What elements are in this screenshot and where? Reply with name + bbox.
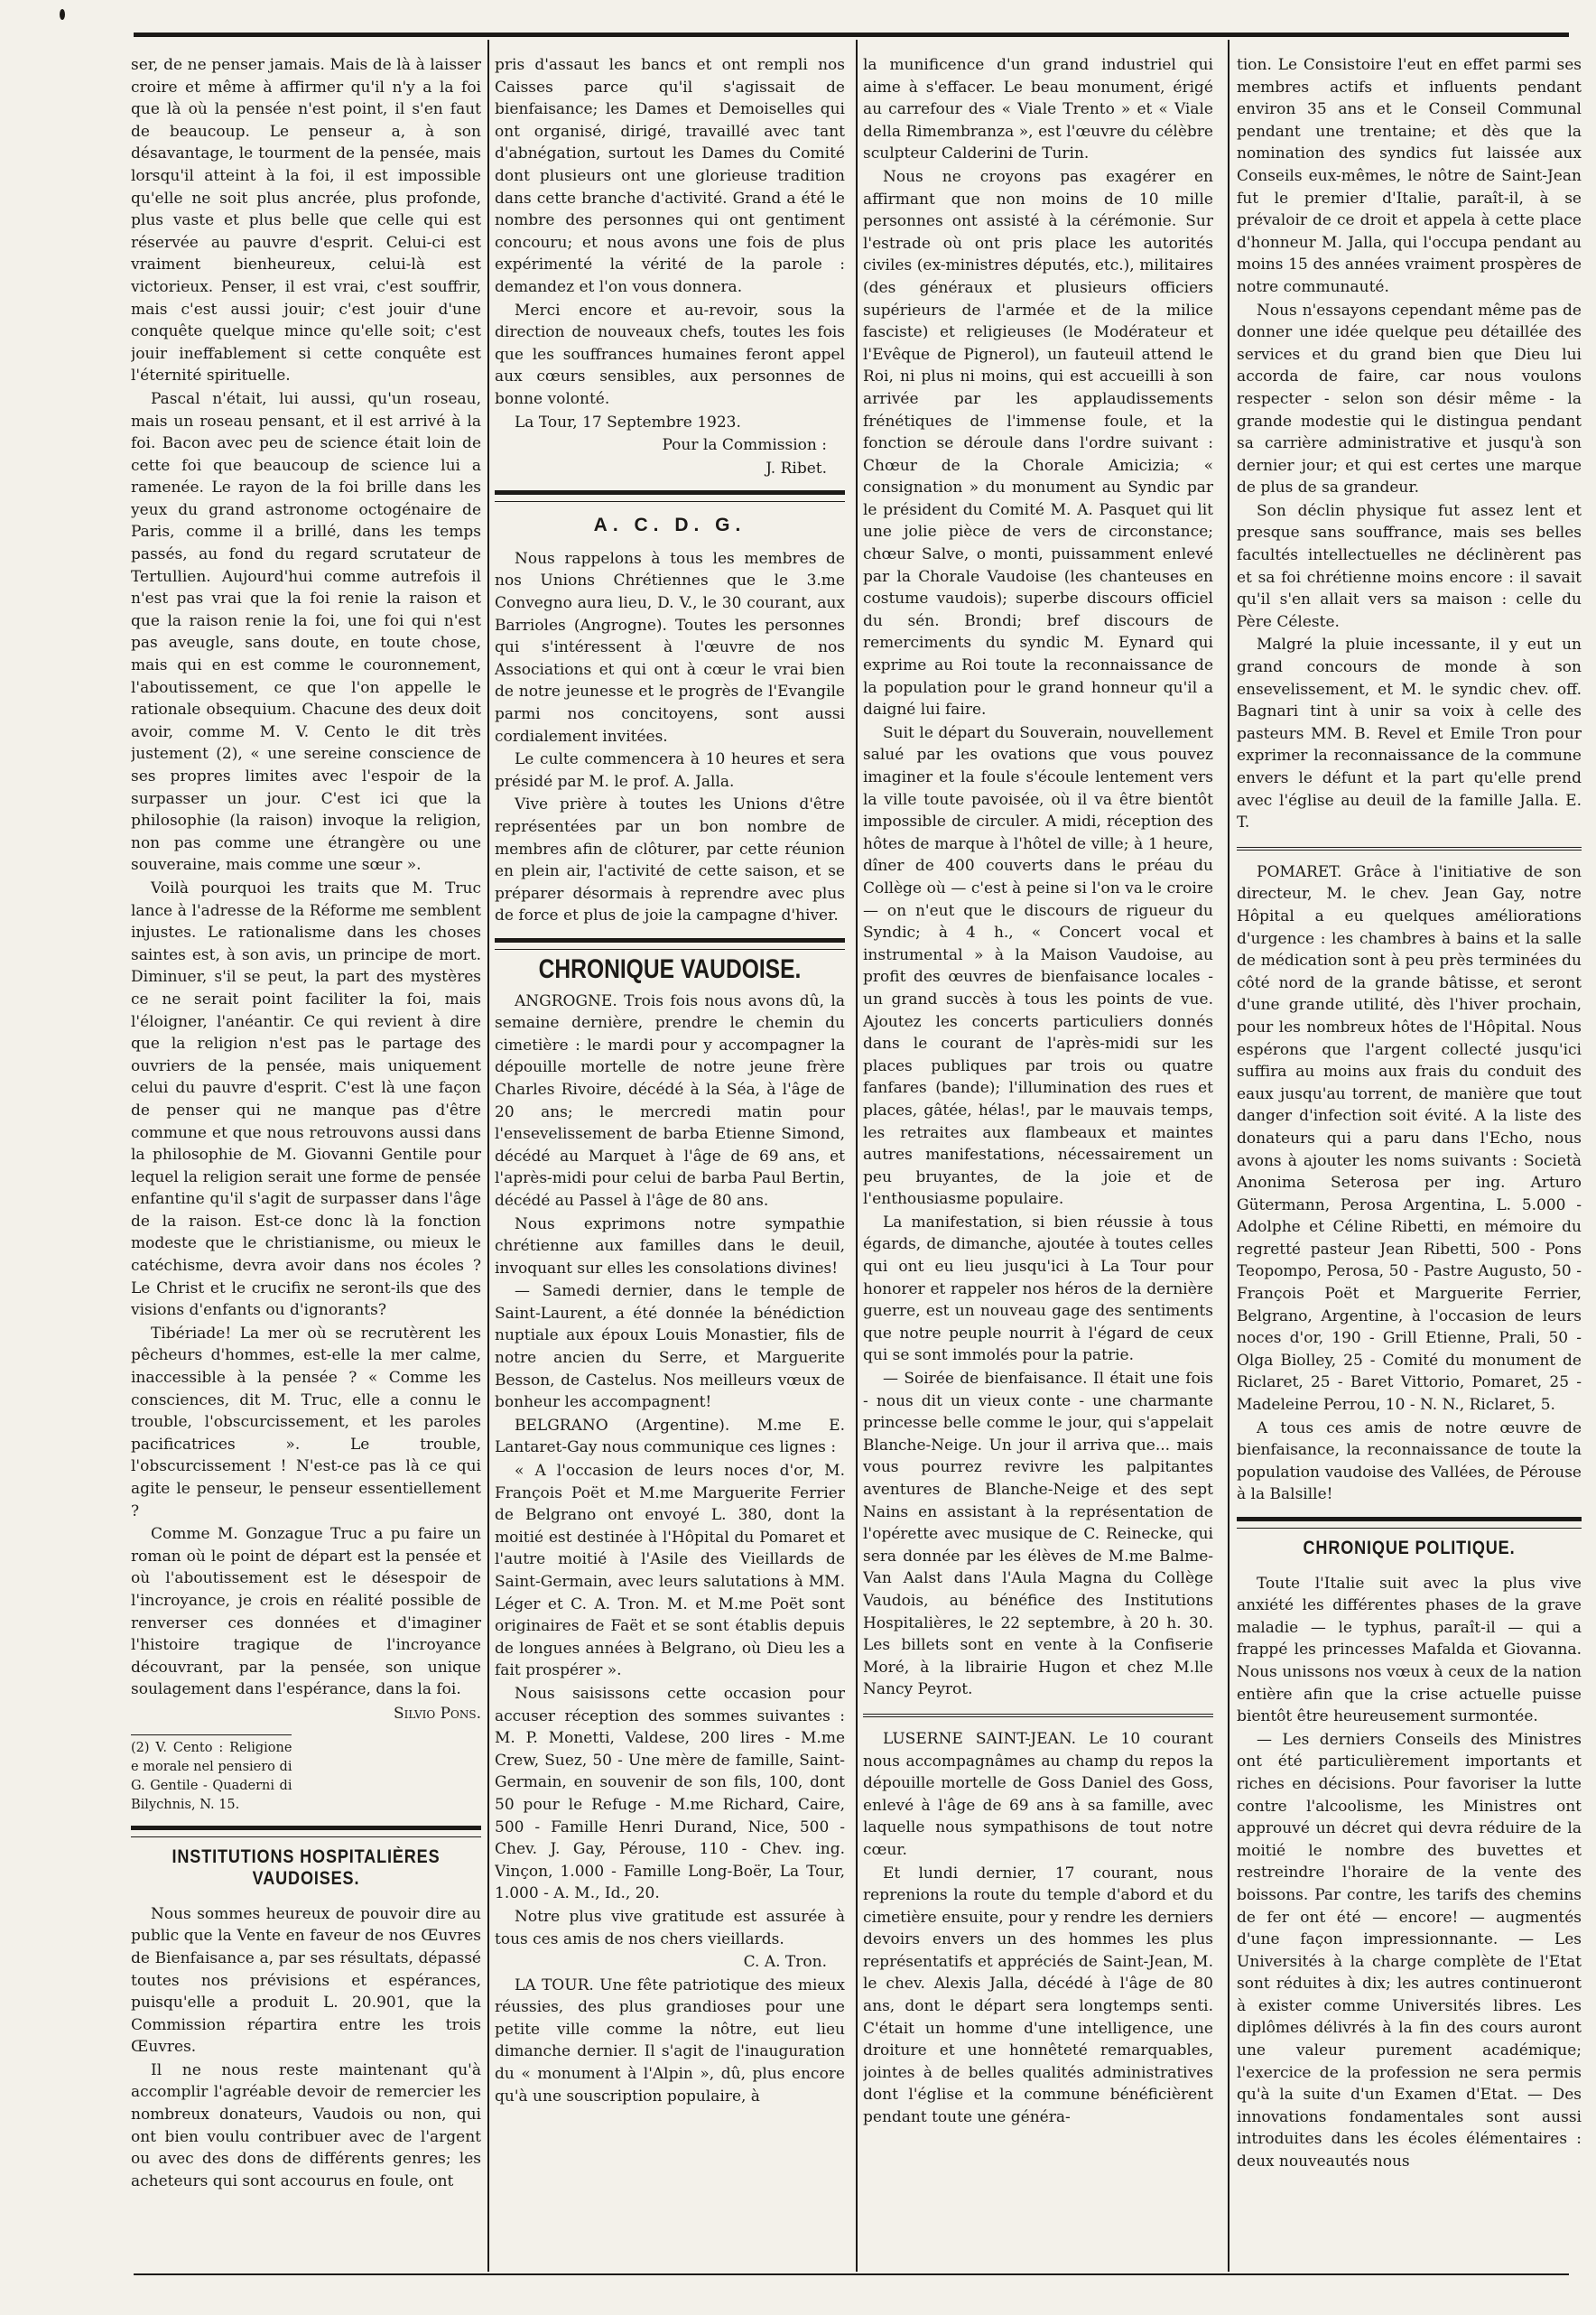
column-3 bbox=[863, 54, 1213, 2266]
article-paragraph: la munificence d'un grand industriel qui aime à s'effacer. Le beau monument, érigé au carrefour des « Viale Trento » et « Viale della Rimembranza », est l'œuvre du célèbre sculpteur Calderini de Turin. bbox=[863, 56, 1213, 163]
article-paragraph: A tous ces amis de notre œuvre de bienfaisance, la reconnaissance de toute la population vaudoise des Vallées, de Pérouse à la Balsille! bbox=[1237, 1418, 1582, 1504]
column-4 bbox=[1237, 54, 1582, 2266]
article-paragraph: tion. Le Consistoire l'eut en effet parmi ses membres actifs et influents pendant environ 35 ans et le Conseil Communal pendant une trentaine; et dès que la nomination des syndics fut laissée aux Conseils eux-mêmes, le nôtre de Saint-Jean fut le premier d'Italie, paraît-il, à se prévaloir de ce droit et appela à cette place d'honneur M. Jalla, qui l'occupa pendant au moins 15 des années vraiment prospères de notre communauté. bbox=[1237, 56, 1582, 296]
column-rule bbox=[487, 40, 489, 2272]
article-paragraph: Nous ne croyons pas exagérer en affirmant que non moins de 10 mille personnes ont assisté à la cérémonie. Sur l'estrade où ont pris place les autorités civiles (ex-ministres députés, etc.), militaires (des généraux et plusieurs officiers supérieurs de l'armée et de la milice fasciste) et religieuses (le Modérateur et l'Evêque de Pignerol), un fauteuil attend le Roi, ni plus ni moins, qui est accueilli à son arrivée par les applaudissements frénétiques de l'immense foule, et la fonction se déroule dans l'ordre suivant : Chœur de la Chorale Amicizia; « consignation » du monument au Syndic par le président du Comité M. A. Pasquet qui lit une jolie pièce de vers de circonstance; chœur Salve, o monti, puissamment enlevé par la Chorale Vaudoise (les chanteuses en costume vaudois); superbe discours officiel du sén. Brondi; bref discours de remerciments du syndic M. Eynard qui exprime au Roi toute la reconnaissance de la population pour le grand honneur qu'il a daigné lui faire. bbox=[863, 167, 1213, 720]
bottom-rule bbox=[134, 2273, 1569, 2275]
article-paragraph: Nous n'essayons cependant même pas de donner une idée quelque peu détaillée des services et du grand bien que Dieu lui accorda de faire, car nous voulons respecter - selon son désir même - la grande modestie qui le distingua pendant sa carrière administrative et jusqu'à son dernier jour; et qui est certes une marque de plus de sa grandeur. bbox=[1237, 301, 1582, 497]
article-paragraph: Son déclin physique fut assez lent et presque sans souffrance, mais ses belles facultés intellectuelles ne déclinèrent pas et sa foi chrétienne moins encore : il savait qu'il s'en allait vers sa maison : celle du Père Céleste. bbox=[1237, 501, 1582, 631]
article-paragraph: Merci encore et au-revoir, sous la direction de nouveaux chefs, toutes les fois que les souffrances humaines feront appel aux cœurs sensibles, aux personnes de bonne volonté. bbox=[495, 301, 845, 408]
article-paragraph: La Tour, 17 Septembre 1923. bbox=[515, 413, 741, 432]
article-paragraph: pris d'assaut les bancs et ont rempli nos Caisses parce qu'il s'agissait de bienfaisance; les Dames et Demoiselles qui ont organisé, dirigé, travaillé avec tant d'abnégation, surtout les Dames du Comité dont plusieurs ont une glorieuse tradition dans cette branche d'activité. Grand a été le nombre des personnes qui ont gentiment concouru; et nous avons une fois de plus expérimenté la vérité de la parole : demandez et l'on vous donnera. bbox=[495, 56, 845, 296]
ink-blot bbox=[60, 9, 65, 20]
section-separator bbox=[1237, 1517, 1582, 1529]
section-separator bbox=[495, 938, 845, 950]
section-heading: INSTITUTIONS HOSPITALIÈRES VAUDOISES. bbox=[172, 1845, 441, 1890]
article-paragraph: LUSERNE SAINT-JEAN. Le 10 courant nous accompagnâmes au champ du repos la dépouille mortelle de Goss Daniel des Goss, enlevé à l'âge de 69 ans à sa famille, avec laquelle nous sympathisons de tout notre cœur. bbox=[863, 1729, 1213, 1859]
column-2 bbox=[495, 54, 845, 2266]
article-paragraph: Tibériade! La mer où se recrutèrent les pêcheurs d'hommes, est-elle la mer calme, inaccessible à la pensée ? « Comme les consciences, dit M. Truc, elle a connu le trouble, l'obscurcissement, et les paroles pacificatrices ». Le trouble, l'obscurcissement ! N'est-ce pas là ce qui agite le penseur, le penseur essentiellement ? bbox=[131, 1324, 481, 1520]
article-paragraph: POMARET. Grâce à l'initiative de son directeur, M. le chev. Jean Gay, notre Hôpital a eu quelques améliorations d'urgence : les chambres à bains et la salle de médication sont à peu près terminées du côté nord de la grande bâtisse, et seront d'une grande utilité, dès l'hiver prochain, pour les nombreux hôtes de l'Hôpital. Nous espérons que l'argent collecté jusqu'ici suffira au moins aux frais du conduit des eaux jusqu'au torrent, de manière que tout danger d'infection soit évité. A la liste des donateurs qui a paru dans l'Echo, nous avons à ajouter les noms suivants : Società Anonima Seterosa per ing. Arturo Gütermann, Perosa Argentina, L. 5.000 - Adolphe et Céline Ribetti, en mémoire du regretté pasteur Jean Ribetti, 500 - Pons Teopompo, Perosa, 50 - Pastre Augusto, 50 - François Poët et Marguerite Ferrier, Belgrano, Argentine, à l'occasion de leurs noces d'or, 190 - Grill Etienne, Prali, 50 - Olga Biolley, 25 - Comité du monument de Riclaret, 25 - Baret Vittorio, Pomaret, 25 - Madeleine Perrou, 10 - N. N., Riclaret, 5. bbox=[1237, 862, 1582, 1415]
signature-line: C. A. Tron. bbox=[743, 1953, 827, 1972]
section-heading: A. C. D. G. bbox=[593, 515, 747, 536]
article-paragraph: Nous saisissons cette occasion pour accuser réception des sommes suivantes : M. P. Monetti, Valdese, 200 lires - M.me Crew, Suez, 50 - Une mère de famille, Saint-Germain, en souvenir de son fils, 100, dont 50 pour le Refuge - M.me Richard, Caire, 500 - Famille Henri Durand, Nice, 500 - Chev. J. Gay, Pérouse, 110 - Chev. ing. Vinçon, 1.000 - Famille Long-Boër, La Tour, 1.000 - A. M., Id., 20. bbox=[495, 1684, 845, 1903]
section-separator bbox=[131, 1826, 481, 1837]
article-paragraph: Nous rappelons à tous les membres de nos Unions Chrétiennes que le 3.me Convegno aura lieu, D. V., le 30 courant, aux Barrioles (Angrogne). Toutes les personnes qui s'intéressent à l'œuvre de nos Associations et qui ont à cœur le vrai bien de notre jeunesse et le progrès de l'Evangile parmi nos concitoyens, sont aussi cordialement invitées. bbox=[495, 549, 845, 746]
article-paragraph: « A l'occasion de leurs noces d'or, M. François Poët et M.me Marguerite Ferrier de Belgrano ont envoyé L. 380, dont la moitié est destinée à l'Hôpital du Pomaret et l'autre moitié à l'Asile des Vieillards de Saint-Germain, avec leurs salutations à MM. Léger et C. A. Tron. M. et M.me Poët sont originaires de Faët et se sont établis depuis de longues années à Belgrano, où Dieu les a fait prospérer ». bbox=[495, 1462, 845, 1680]
article-paragraph: ser, de ne penser jamais. Mais de là à laisser croire et même à affirmer qu'il n'y a la foi que là où la pensée n'est point, il s'en faut de beaucoup. Le penseur a, à son désavantage, le tourment de la pensée, mais lorsqu'il atteint à la foi, il est impossible qu'elle ne soit plus ancrée, plus profonde, plus vaste et plus belle que celle qui est réservée au pauvre d'esprit. Celui-ci est vraiment bienheureux, celui-là est victorieux. Penser, il est vrai, c'est souffrir, mais c'est aussi jouir; c'est jouir d'une conquête quelque mince qu'elle soit; c'est jouir ineffablement si cette conquête est l'éternité spirituelle. bbox=[131, 56, 481, 386]
footnote: (2) V. Cento : Religione e morale nel pensiero di G. Gentile - Quaderni di Bilychnis, N. 15. bbox=[131, 1734, 292, 1815]
article-paragraph: — Samedi dernier, dans le temple de Saint-Laurent, a été donnée la bénédiction nuptiale aux époux Louis Monastier, fils de notre ancien du Serre, et Marguerite Besson, de Castelus. Nos meilleurs vœux de bonheur les accompagnent! bbox=[495, 1282, 845, 1412]
article-paragraph: Malgré la pluie incessante, il y eut un grand concours de monde à son ensevelissement, et M. le syndic chev. off. Bagnari tint à unir sa voix à celle des pasteurs MM. B. Revel et Emile Tron pour exprimer la reconnaissance de la commune envers le défunt et la part qu'elle prend avec l'église au deuil de la famille Jalla. E. T. bbox=[1237, 636, 1582, 832]
article-paragraph: Vive prière à toutes les Unions d'être représentées par un bon nombre de membres afin de clôturer, par cette réunion en plein air, l'activité de cette saison, et se préparer désormais à reprendre avec plus de force et plus de joie la campagne d'hiver. bbox=[495, 795, 845, 925]
article-paragraph: Nous sommes heureux de pouvoir dire au public que la Vente en faveur de nos Œuvres de Bienfaisance a, par ses résultats, dépassé toutes nos prévisions et espérances, puisqu'elle a produit L. 20.901, que la Commission répartira entre les trois Œuvres. bbox=[131, 1904, 481, 2057]
section-separator bbox=[495, 490, 845, 502]
article-paragraph: — Les derniers Conseils des Ministres ont été particulièrement importants et riches en décisions. Pour favoriser la lutte contre l'alcoolisme, les Ministres ont approuvé un décret qui devra réduire de la moitié le nombre des buvettes et restreindre l'horaire de la vente des boissons. Par contre, les tarifs des chemins de fer ont été — encore! — augmentés d'une façon impressionnante. — Les Universités à la charge complète de l'Etat sont réduites à dix; les autres continueront à exister comme Universités libres. Les diplômes délivrés à la fin des cours auront une valeur purement académique; l'exercice de la profession ne sera permis qu'à la suite d'un Examen d'Etat. — Des innovations fondamentales sont aussi introduites dans les écoles élémentaires : deux nouveautés nous bbox=[1237, 1730, 1582, 2171]
section-separator bbox=[1237, 847, 1582, 851]
article-paragraph: Comme M. Gonzague Truc a pu faire un roman où le point de départ est la pensée et où l'aboutissement est le désespoir de l'incroyance, je crois en réalité possible de renverser ces données et d'imaginer l'histoire tragique de l'incroyance découvrant, par la pensée, son unique soulagement dans l'espérance, dans la foi. bbox=[131, 1525, 481, 1699]
article-paragraph: Suit le départ du Souverain, nouvellement salué par les ovations que vous pouvez imaginer et la foule s'écoule lentement vers la ville toute pavoisée, où il va être bientôt impossible de circuler. A midi, réception des hôtes de marque à l'hôtel de ville; à 1 heure, dîner de 400 couverts dans le préau du Collège où — c'est à peine si l'on va le croire — on n'eut que le discours de rigueur du Syndic; à 4 h., « Concert vocal et instrumental » à la Maison Vaudoise, au profit des œuvres de bienfaisance locales - un grand succès à tous les points de vue. Ajoutez les concerts particuliers donnés dans le courant de l'après-midi sur les places publiques par trois ou quatre fanfares (bande); l'illumination des rues et places, gâtée, hélas!, par le mauvais temps, les retraites aux flambeaux et maintes autres manifestations, nécessairement un peu bruyantes, de la joie et de l'enthousiasme populaire. bbox=[863, 723, 1213, 1209]
article-paragraph: Pascal n'était, lui aussi, qu'un roseau, mais un roseau pensant, et il est arrivé à la foi. Bacon avec peu de science était loin de cette foi que beaucoup de science lui a ramenée. Le rayon de la foi brille dans les yeux du grand astronome octogénaire de Paris, comme il a brillé, dans les temps passés, au fond du regard scrutateur de Tertullien. Aujourd'hui comme autrefois il n'est pas vrai que la foi renie la raison et que la raison renie la foi, une foi qui n'est pas aveugle, sans doute, en toute chose, mais qui en est comme le couronnement, l'aboutissement, ce que l'on appelle le rationale obsequium. Chacune des deux doit avoir, comme M. V. Cento le dit très justement (2), « une sereine conscience de ses propres limites avec l'espoir de la surpasser un jour. C'est ici que la philosophie (la raison) invoque la religion, non pas comme une étrangère ou une souveraine, mais comme une sœur ». bbox=[131, 389, 481, 875]
signature-line: J. Ribet. bbox=[766, 459, 827, 478]
column-rule bbox=[856, 40, 858, 2272]
article-paragraph: Voilà pourquoi les traits que M. Truc lance à l'adresse de la Réforme me semblent injustes. Le rationalisme dans les choses saintes est, à son avis, un principe de mort. Diminuer, s'il se peut, la part des mystères ce ne serait point faciliter la foi, mais l'éloigner, l'anéantir. Ce qui revient à dire que la religion n'est pas le partage des ouvriers de la pensée, mais uniquement celui du pauvre d'esprit. C'est là une façon de penser qui ne manque pas d'être commune et que nous retrouvons aussi dans la philosophie de M. Giovanni Gentile pour lequel la religion serait une forme de pensée enfantine qu'il s'agit de surpasser dans l'âge de la raison. Est-ce donc là la fonction modeste que le christianisme, ou mieux le catéchisme, devra avoir dans nos écoles ? Le Christ et le crucifix ne seront-ils que des visions d'enfants ou d'ignorants? bbox=[131, 879, 481, 1320]
article-paragraph: Et lundi dernier, 17 courant, nous reprenions la route du temple d'abord et du cimetière ensuite, pour y rendre les derniers devoirs envers un des hommes les plus représentatifs et appréciés de Saint-Jean, M. le chev. Alexis Jalla, décédé à l'âge de 80 ans, dont le départ sera longtemps senti. C'était un homme d'une intelligence, une droiture et une honnêteté remarquables, jointes à de belles qualités administratives dont l'église et la commune bénéficièrent pendant toute une généra- bbox=[863, 1864, 1213, 2127]
article-paragraph: BELGRANO (Argentine). M.me E. Lantaret-Gay nous communique ces lignes : bbox=[495, 1416, 845, 1457]
section-heading: CHRONIQUE POLITIQUE. bbox=[1303, 1538, 1516, 1558]
article-paragraph: Nous exprimons notre sympathie chrétienne aux familles dans le deuil, invoquant sur elles les consolations divines! bbox=[495, 1214, 845, 1278]
column-1 bbox=[131, 54, 481, 2266]
author-signature: Silvio Pons. bbox=[394, 1704, 481, 1723]
section-separator bbox=[863, 1714, 1213, 1717]
article-paragraph: La manifestation, si bien réussie à tous égards, de dimanche, ajoutée à toutes celles qui ont eu lieu jusqu'ici à La Tour pour honorer et rappeler nos héros de la dernière guerre, est un nouveau gage des sentiments que notre peuple nourrit à l'égard de ceux qui se sont immolés pour la patrie. bbox=[863, 1213, 1213, 1365]
article-paragraph: Il ne nous reste maintenant qu'à accomplir l'agréable devoir de remercier les nombreux donateurs, Vaudois ou non, qui ont bien voulu contribuer avec de l'argent ou avec des dons de différents genres; les acheteurs qui sont accourus en foule, ont bbox=[131, 2060, 481, 2190]
section-heading: CHRONIQUE VAUDOISE. bbox=[538, 953, 802, 984]
article-paragraph: Notre plus vive gratitude est assurée à tous ces amis de nos chers vieillards. bbox=[495, 1907, 845, 1948]
signature-line: Pour la Commission : bbox=[662, 436, 827, 455]
column-rule bbox=[1228, 40, 1229, 2272]
article-paragraph: Le culte commencera à 10 heures et sera présidé par M. le prof. A. Jalla. bbox=[495, 750, 845, 791]
article-paragraph: Toute l'Italie suit avec la plus vive anxiété les différentes phases de la grave maladie — le typhus, paraît-il — qui a frappé les princesses Mafalda et Giovanna. Nous unissons nos vœux à ceux de la nation entière afin que la crise actuelle puisse bientôt être heureusement surmontée. bbox=[1237, 1574, 1582, 1726]
article-paragraph: — Soirée de bienfaisance. Il était une fois - nous dit un vieux conte - une charmante princesse belle comme le jour, qui s'appelait Blanche-Neige. Un jour il arriva que... mais vous pourrez revivre les palpitantes aventures de Blanche-Neige et des sept Nains en assistant à la représentation de l'opérette avec musique de C. Reinecke, qui sera donnée par les élèves de M.me Balme-Van Aalst dans l'Aula Magna du Collège Vaudois, au bénéfice des Institutions Hospitalières, le 22 septembre, à 20 h. 30. Les billets sont en vente à la Confiserie Moré, à la librairie Hugon et chez M.lle Nancy Peyrot. bbox=[863, 1370, 1213, 1699]
article-paragraph: ANGROGNE. Trois fois nous avons dû, la semaine dernière, prendre le chemin du cimetière : le mardi pour y accompagner la dépouille mortelle de notre jeune frère Charles Rivoire, décédé à la Séa, à l'âge de 20 ans; le mercredi matin pour l'ensevelissement de barba Etienne Simond, décédé au Marquet à l'âge de 69 ans, et l'après-midi pour celui de barba Paul Bertin, décédé au Passel à l'âge de 80 ans. bbox=[495, 991, 845, 1210]
article-paragraph: LA TOUR. Une fête patriotique des mieux réussies, des plus grandioses pour une petite ville comme la nôtre, eut lieu dimanche dernier. Il s'agit de l'inauguration du « monument à l'Alpin », dû, plus encore qu'à une souscription populaire, à bbox=[495, 1976, 845, 2106]
top-rule bbox=[134, 33, 1569, 37]
